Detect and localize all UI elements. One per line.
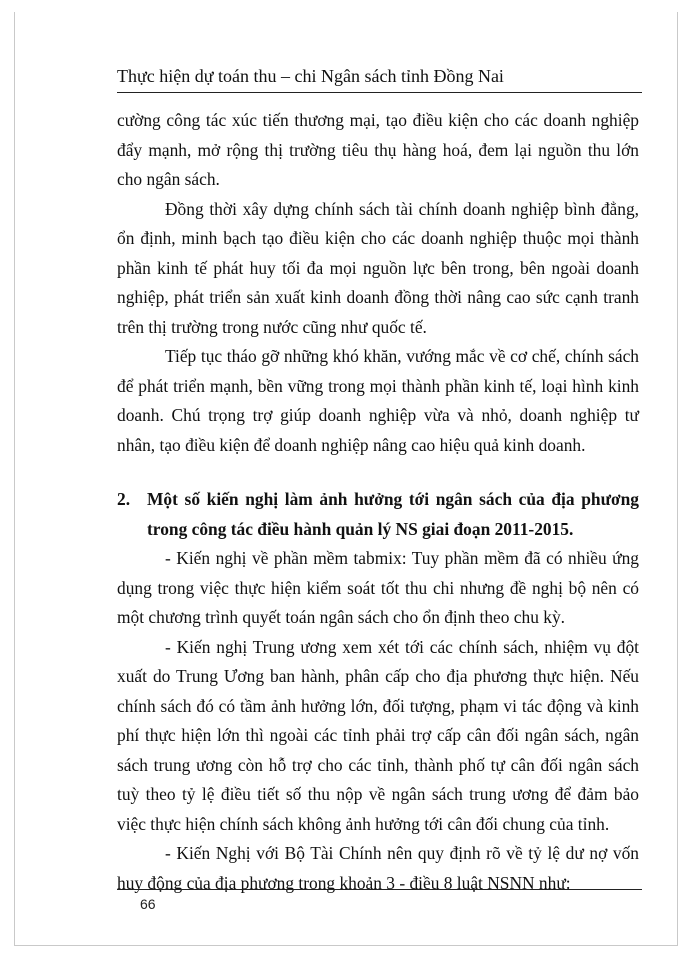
- paragraph-continuation: cường công tác xúc tiến thương mại, tạo điều kiện cho các doanh nghiệp đẩy mạnh, mở rộng thị trường tiêu thụ hàng hoá, đem lại nguồn thu lớn cho ngân sách.: [117, 110, 639, 189]
- paragraph-policy: Đồng thời xây dựng chính sách tài chính doanh nghiệp bình đẳng, ổn định, minh bạch tạo điều kiện cho các doanh nghiệp thuộc mọi thành phần kinh tế phát huy tối đa mọi nguồn lực bên trong, bên ngoài doanh nghiệp, phát triển sản xuất kinh doanh đồng thời nâng cao sức cạnh tranh trên thị trường trong nước cũng như quốc tế.: [117, 198, 639, 337]
- section-heading-text: Một số kiến nghị làm ảnh hưởng tới ngân sách của địa phương trong công tác điều hành quản lý NS giai đoạn 2011-2015.: [147, 489, 639, 539]
- section-number: 2.: [117, 489, 131, 509]
- running-header: Thực hiện dự toán thu – chi Ngân sách tỉnh Đồng Nai: [117, 66, 504, 86]
- section-heading: [117, 485, 639, 544]
- document-body: [117, 106, 639, 898]
- bullet-central-policy: - Kiến nghị Trung ương xem xét tới các chính sách, nhiệm vụ đột xuất do Trung Ương ban hành, phân cấp cho địa phương thực hiện. Nếu chính sách đó có tầm ảnh hưởng lớn, đối tượng, phạm vi tác động và kinh phí thực hiện lớn thì ngoài các tỉnh phải trợ cấp cân đối ngân sách, ngân sách trung ương còn hỗ trợ cho các tỉnh, thành phố tự cân đối ngân sách tuỳ theo tỷ lệ điều tiết số thu nộp về ngân sách trung ương để đảm bảo việc thực hiện chính sách không ảnh hưởng tới cân đối chung của tỉnh.: [117, 636, 639, 834]
- header-rule: [117, 92, 642, 93]
- page-number: 66: [140, 896, 156, 912]
- paragraph-difficulties: Tiếp tục tháo gỡ những khó khăn, vướng mắc về cơ chế, chính sách để phát triển mạnh, bền vững trong mọi thành phần kinh tế, loại hình kinh doanh. Chú trọng trợ giúp doanh nghiệp vừa và nhỏ, doanh nghiệp tư nhân, tạo điều kiện để doanh nghiệp nâng cao hiệu quả kinh doanh.: [117, 346, 639, 455]
- bullet-finance-ministry: - Kiến Nghị với Bộ Tài Chính nên quy định rõ về tỷ lệ dư nợ vốn huy động của địa phương trong khoản 3 - điều 8 luật NSNN như:: [117, 843, 639, 893]
- bullet-tabmix: - Kiến nghị về phần mềm tabmix: Tuy phần mềm đã có nhiều ứng dụng trong việc thực hiện kiểm soát tốt thu chi nhưng đề nghị bộ nên có một chương trình quyết toán ngân sách cho ổn định theo chu kỳ.: [117, 548, 639, 627]
- footer-rule: [117, 889, 642, 890]
